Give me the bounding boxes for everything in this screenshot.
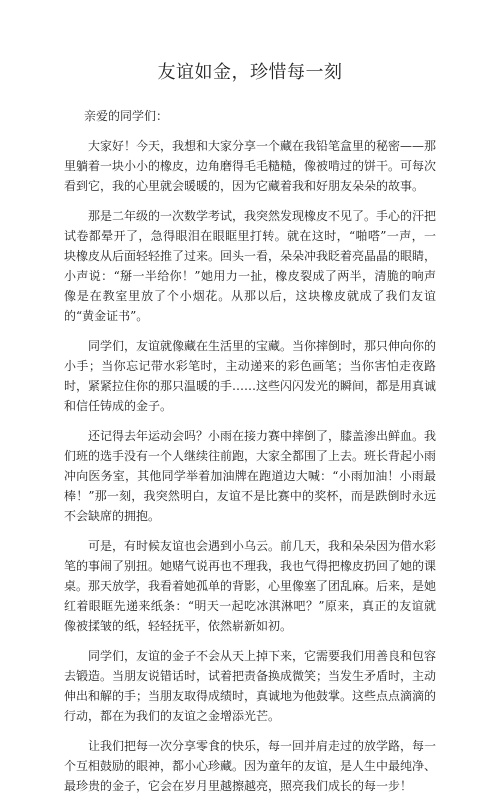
paragraph-4: 还记得去年运动会吗？小雨在接力赛中摔倒了，膝盖渗出鲜血。我们班的选手没有一个人继续往前跑，大家全都围了上去。班长背起小雨冲向医务室，其他同学举着加油牌在跑道边大喊：“小雨加油！小雨最棒！”那一刻，我突然明白，友谊不是比赛中的奖杯，而是跌倒时永远不会缺席的拥抱。 [64, 429, 437, 523]
paragraph-1: 大家好！今天，我想和大家分享一个藏在我铅笔盒里的秘密——那里躺着一块小小的橡皮，边角磨得毛毛糙糙，像被啃过的饼干。可每次看到它，我的心里就会暖暖的，因为它藏着我和好朋友朵朵的故事。 [64, 139, 437, 193]
paragraph-5: 可是，有时候友谊也会遇到小乌云。前几天，我和朵朵因为借水彩笔的事闹了别扭。她赌气说再也不理我，我也气得把橡皮扔回了她的课桌。那天放学，我看着她孤单的背影，心里像塞了团乱麻。后来，是她红着眼眶先递来纸条：“明天一起吃冰淇淋吧？”原来，真正的友谊就像被揉皱的纸，轻轻抚平，依然崭新如初。 [64, 539, 437, 633]
paragraph-2: 那是二年级的一次数学考试，我突然发现橡皮不见了。手心的汗把试卷都晕开了，急得眼泪在眼眶里打转。就在这时，“啪嗒”一声，一块橡皮从后面轻轻推了过来。回头一看，朵朵冲我眨着亮晶晶的眼睛，小声说：“掰一半给你！”她用力一扯，橡皮裂成了两半，清脆的响声像是在教室里放了个小烟花。从那以后，这块橡皮就成了我们友谊的“黄金证书”。 [64, 209, 437, 323]
document-title: 友谊如金，珍惜每一刻 [157, 62, 343, 83]
paragraph-3: 同学们，友谊就像藏在生活里的宝藏。当你摔倒时，那只伸向你的小手；当你忘记带水彩笔时，主动递来的彩色画笔；当你害怕走夜路时，紧紧拉住你的那只温暖的手……这些闪闪发光的瞬间，都是用真诚和信任铸成的金子。 [64, 339, 437, 413]
greeting-line: 亲爱的同学们： [84, 109, 169, 123]
paragraph-6: 同学们，友谊的金子不会从天上掉下来，它需要我们用善良和包容去锻造。当朋友说错话时，试着把责备换成微笑；当发生矛盾时，主动伸出和解的手；当朋友取得成绩时，真诚地为他鼓掌。这些点点滴滴的行动，都在为我们的友谊之金增添光芒。 [64, 649, 437, 723]
paragraph-7: 让我们把每一次分享零食的快乐，每一回并肩走过的放学路，每一个互相鼓励的眼神，都小心珍藏。因为童年的友谊，是人生中最纯净、最珍贵的金子，它会在岁月里越擦越亮，照亮我们成长的每一步！ [64, 739, 437, 793]
